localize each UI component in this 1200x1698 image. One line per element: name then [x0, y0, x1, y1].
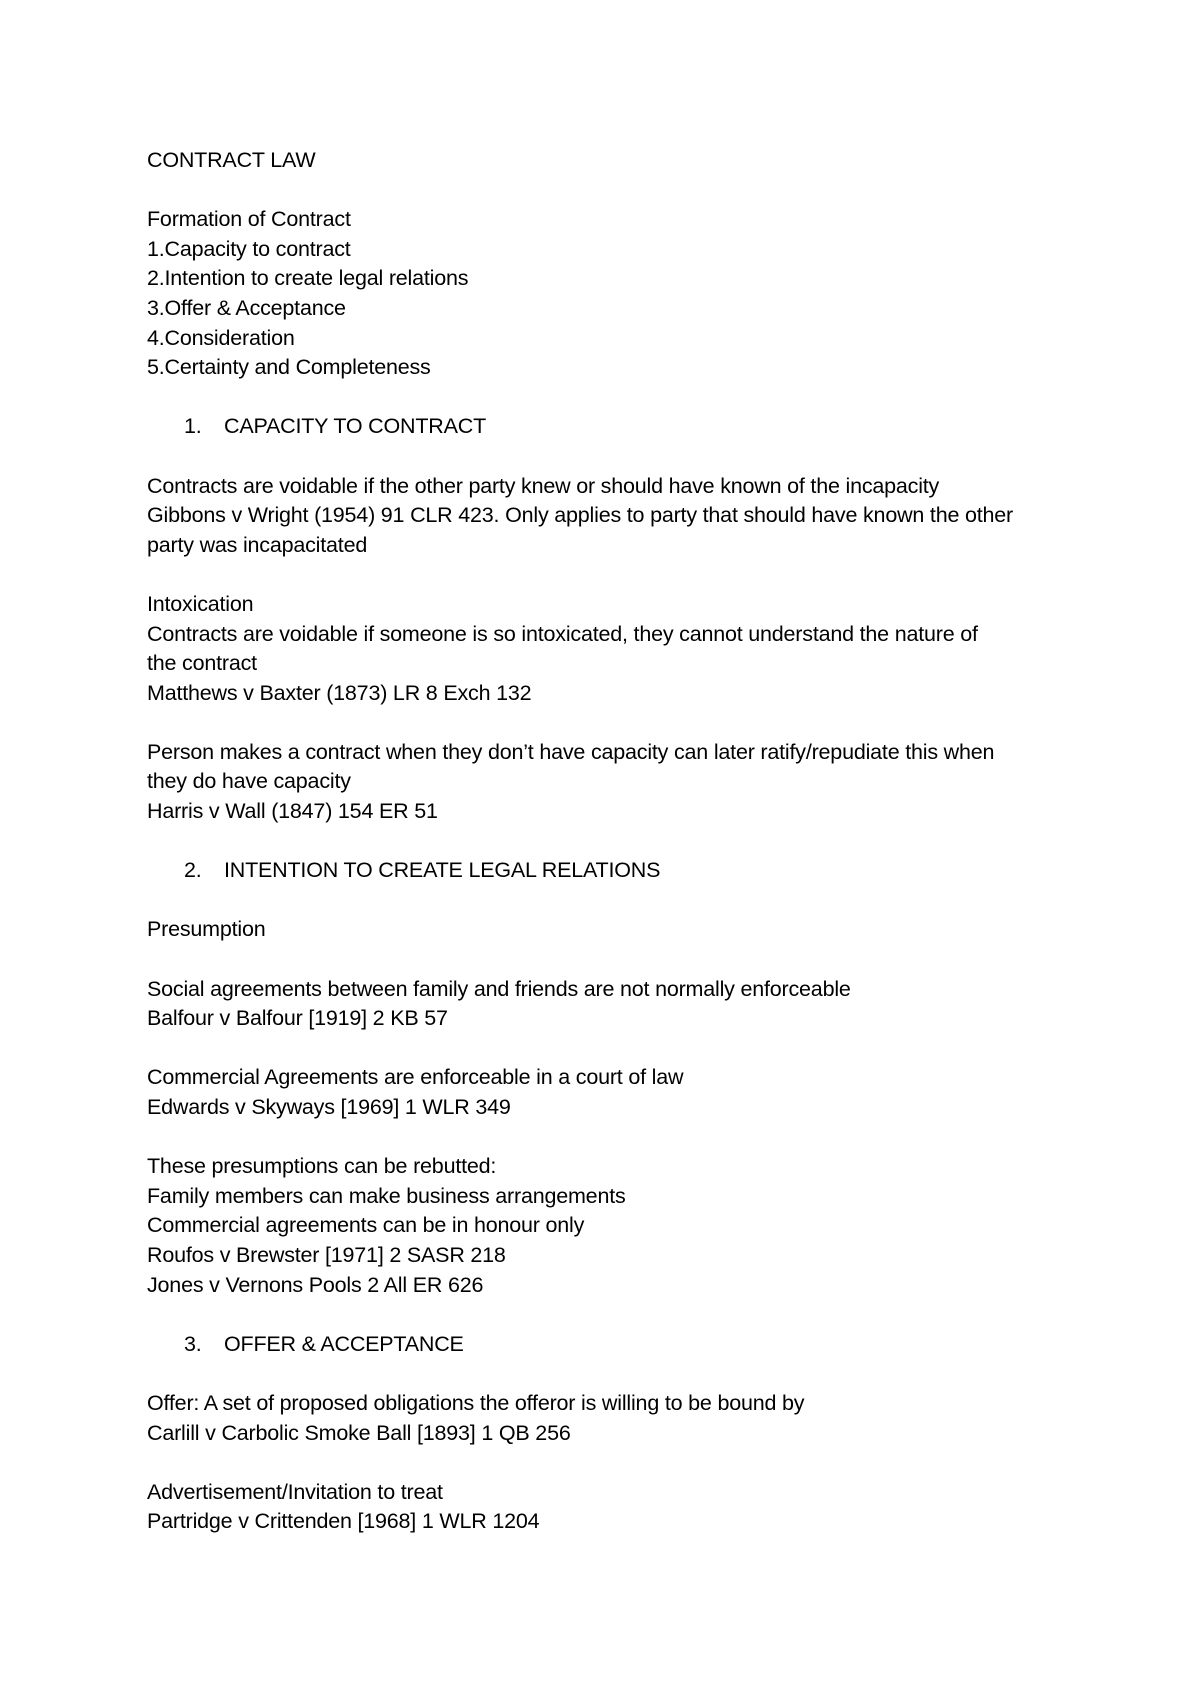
case-citation: Jones v Vernons Pools 2 All ER 626	[147, 1272, 484, 1297]
spacer	[147, 1448, 1087, 1478]
spacer	[147, 1034, 1087, 1064]
case-citation: Roufos v Brewster [1971] 2 SASR 218	[147, 1242, 506, 1267]
paragraph-line: Contracts are voidable if the other party knew or should have known of the incapacity	[147, 473, 940, 498]
paragraph-line: they do have capacity	[147, 769, 351, 794]
formation-item: 2.Intention to create legal relations	[147, 266, 469, 291]
spacer	[147, 708, 1087, 738]
formation-heading: Formation of Contract	[147, 207, 351, 232]
formation-item: 1.Capacity to contract	[147, 236, 351, 261]
paragraph-line: Gibbons v Wright (1954) 91 CLR 423. Only applies to party that should have known the other	[147, 503, 1013, 528]
case-citation: Edwards v Skyways [1969] 1 WLR 349	[147, 1095, 511, 1119]
spacer	[147, 176, 1087, 206]
subheading-intoxication: Intoxication	[147, 591, 254, 616]
section-heading-offer	[147, 1330, 1087, 1360]
spacer	[147, 1359, 1087, 1389]
paragraph-line: the contract	[147, 651, 257, 676]
subheading-presumption: Presumption	[147, 917, 266, 942]
spacer	[147, 383, 1087, 413]
section-title: INTENTION TO CREATE LEGAL RELATIONS	[224, 858, 661, 883]
section-number: 2.	[184, 858, 202, 883]
paragraph-line: party was incapacitated	[147, 532, 368, 557]
formation-item: 3.Offer & Acceptance	[147, 295, 346, 320]
section-title: OFFER & ACCEPTANCE	[224, 1331, 464, 1356]
spacer	[147, 560, 1087, 590]
formation-item: 5.Certainty and Completeness	[147, 355, 431, 380]
case-citation: Harris v Wall (1847) 154 ER 51	[147, 799, 438, 824]
section-number: 3.	[184, 1331, 202, 1356]
case-citation: Matthews v Baxter (1873) LR 8 Exch 132	[147, 680, 532, 705]
section-number: 1.	[184, 414, 202, 439]
section-heading-intention	[147, 856, 1087, 886]
spacer	[147, 1300, 1087, 1330]
paragraph-line: Advertisement/Invitation to treat	[147, 1479, 443, 1504]
spacer	[147, 886, 1087, 916]
document-title: CONTRACT LAW	[147, 148, 316, 172]
document-page	[147, 146, 1087, 1537]
section-heading-capacity	[147, 412, 1087, 442]
paragraph-line: Offer: A set of proposed obligations the offeror is willing to be bound by	[147, 1390, 805, 1415]
section-title: CAPACITY TO CONTRACT	[224, 414, 486, 439]
paragraph-line: Social agreements between family and friends are not normally enforceable	[147, 976, 851, 1001]
paragraph-line: Commercial Agreements are enforceable in a court of law	[147, 1065, 684, 1090]
case-citation: Balfour v Balfour [1919] 2 KB 57	[147, 1006, 448, 1031]
paragraph-line: Family members can make business arrangements	[147, 1183, 626, 1208]
spacer	[147, 442, 1087, 472]
case-citation: Carlill v Carbolic Smoke Ball [1893] 1 QB 256	[147, 1420, 571, 1445]
spacer	[147, 1123, 1087, 1153]
spacer	[147, 827, 1087, 857]
paragraph-line: Person makes a contract when they don’t have capacity can later ratify/repudiate this when	[147, 739, 995, 764]
paragraph-line: Contracts are voidable if someone is so intoxicated, they cannot understand the nature of	[147, 621, 978, 646]
formation-item: 4.Consideration	[147, 325, 295, 350]
paragraph-line: Commercial agreements can be in honour only	[147, 1213, 585, 1238]
spacer	[147, 945, 1087, 975]
case-citation: Partridge v Crittenden [1968] 1 WLR 1204	[147, 1509, 540, 1534]
paragraph-line: These presumptions can be rebutted:	[147, 1154, 497, 1179]
